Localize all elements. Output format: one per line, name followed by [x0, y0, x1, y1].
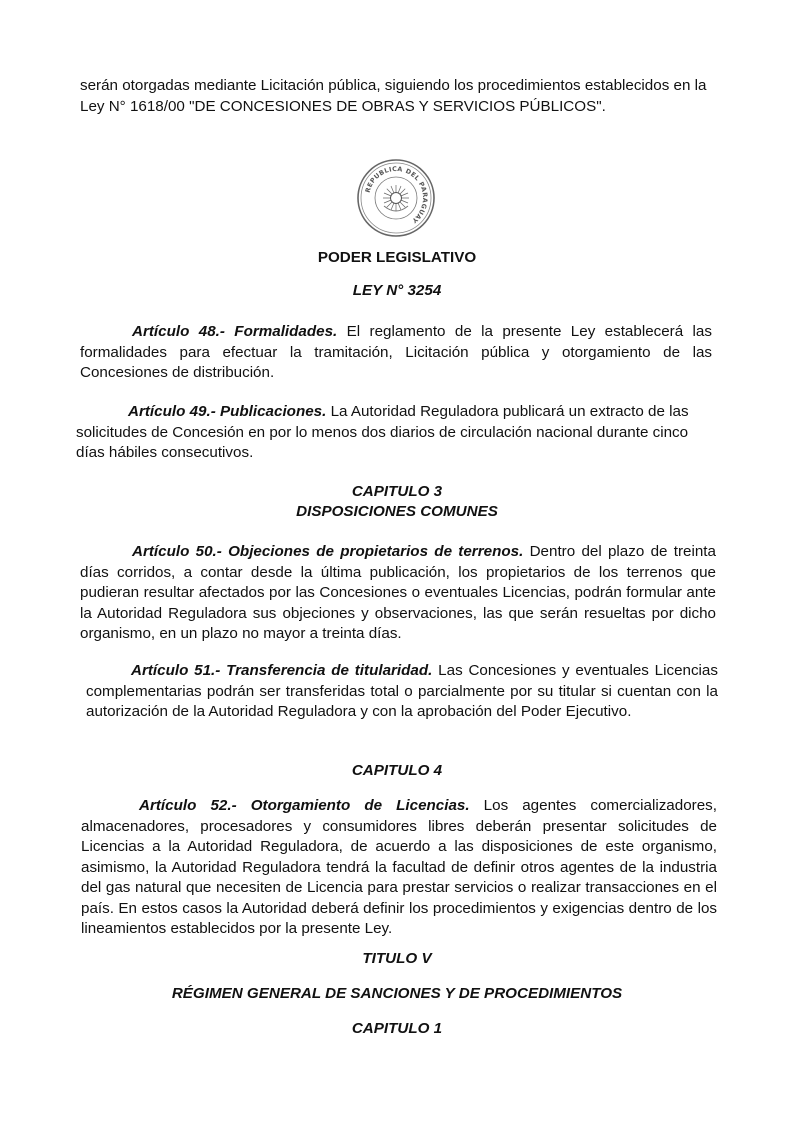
article-49-body: La Autoridad Reguladora publicará un extracto de las solicitudes de Concesión en por lo menos dos diarios de circulación nacional durante cinco días hábiles consecutivos.	[76, 403, 689, 461]
article-51	[86, 661, 718, 723]
article-51-body: Las Concesiones y eventuales Licencias complementarias podrán ser transferidas total o parcialmente por su titular si cuentan con la autorización de la Autoridad Reguladora y con la aprobación del Poder Ejecutivo.	[86, 662, 718, 720]
article-52-body: Los agentes comercializadores, almacenadores, procesadores y consumidores libres deberán presentar solicitudes de Licencias a la Autoridad Reguladora, de acuerdo a las disposiciones de este organismo, asimismo, la Autoridad Reguladora tendrá la facultad de definir otros agentes de la industria del gas natural que necesiten de Licencia para prestar servicios o realizar transacciones en el país. En estos casos la Autoridad deberá definir los procedimientos y exigencias dentro de los lineamientos establecidos por la presente Ley.	[81, 797, 717, 937]
capitulo-3-heading: CAPITULO 3	[351, 483, 443, 500]
article-48-title: Artículo 48.- Formalidades.	[132, 323, 338, 340]
titulo-5-heading: TITULO V	[362, 950, 432, 967]
article-50-body: Dentro del plazo de treinta días corridos, a contar desde la última publicación, los propietarios de los terrenos que pudieran resultar afectados por las Concesiones o eventuales Licencias, podrán formular ante la Autoridad Reguladora sus objeciones y observaciones, las que serán resueltas por dicho organismo, en un plazo no mayor a treinta días.	[80, 543, 716, 642]
article-52	[81, 796, 717, 940]
capitulo-4-heading: CAPITULO 4	[351, 762, 443, 779]
article-51-title: Artículo 51.- Transferencia de titularidad.	[131, 662, 433, 679]
seal-lettering: REPUBLICA DEL PARAGUAY	[363, 164, 430, 225]
article-48-body: El reglamento de la presente Ley establecerá las formalidades para efectuar la tramitación, Licitación pública y otorgamiento de las Concesiones de distribución.	[80, 323, 712, 381]
article-48	[80, 322, 712, 384]
coat-of-arms-seal-icon	[356, 158, 436, 238]
article-49	[76, 402, 716, 464]
disposiciones-comunes-heading: DISPOSICIONES COMUNES	[296, 503, 498, 520]
article-49-title: Artículo 49.- Publicaciones.	[128, 403, 327, 420]
capitulo-1-heading: CAPITULO 1	[351, 1020, 443, 1037]
institution-heading: PODER LEGISLATIVO	[317, 249, 477, 266]
article-52-title: Artículo 52.- Otorgamiento de Licencias.	[139, 797, 470, 814]
article-50	[80, 542, 716, 645]
intro-paragraph: serán otorgadas mediante Licitación pública, siguiendo los procedimientos establecidos en la Ley N° 1618/00 "DE CONCESIONES DE OBRAS Y SERVICIOS PÚBLICOS".	[80, 77, 707, 115]
article-50-title: Artículo 50.- Objeciones de propietarios de terrenos.	[132, 543, 524, 560]
regimen-sanciones-heading: RÉGIMEN GENERAL DE SANCIONES Y DE PROCEDIMIENTOS	[171, 985, 623, 1002]
law-number: LEY N° 3254	[352, 282, 442, 299]
